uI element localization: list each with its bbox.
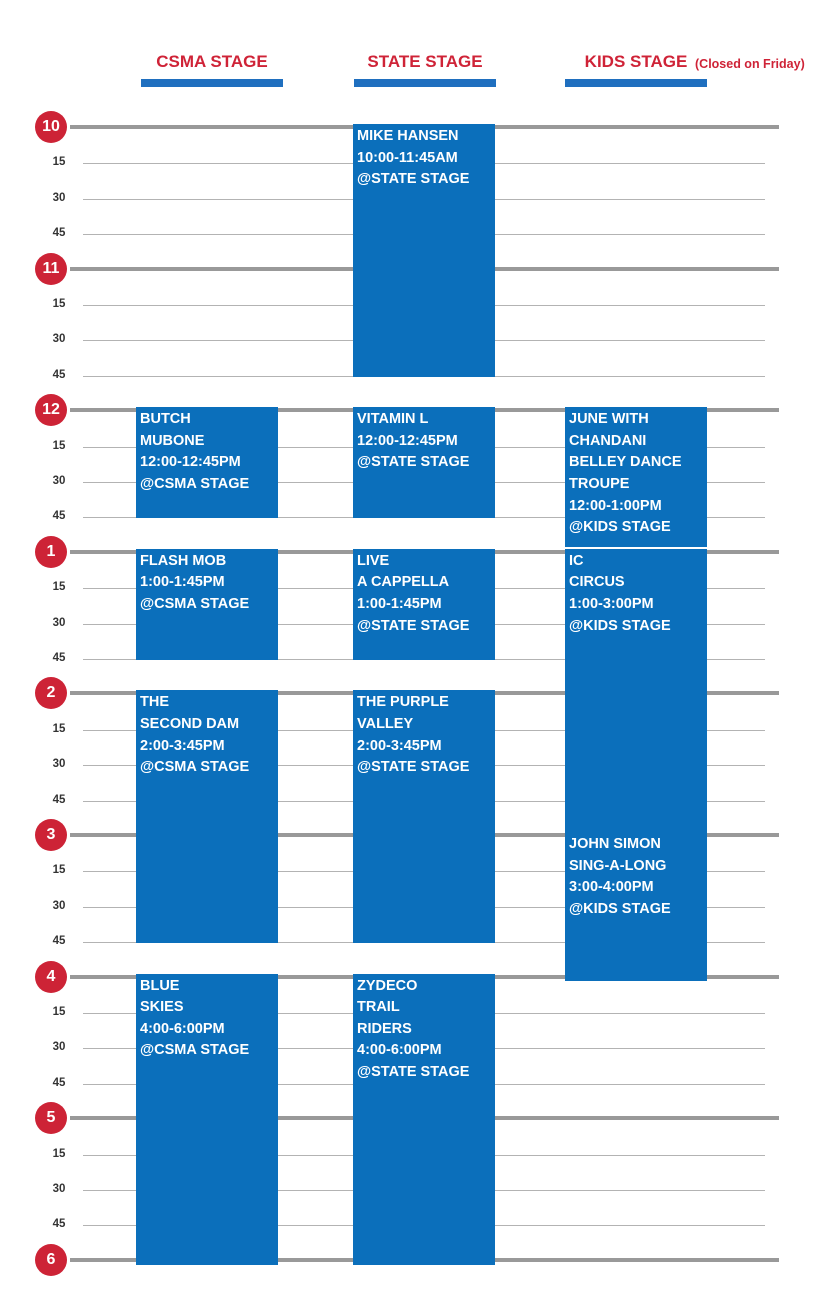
event-block-kids[interactable]	[565, 549, 707, 834]
quarter-label: 30	[52, 191, 66, 204]
event-block-csma[interactable]	[136, 549, 278, 660]
event-text-line: 1:00-1:45PM	[140, 574, 225, 591]
stage-header-csma: CSMA STAGE	[141, 52, 283, 87]
quarter-label: 15	[52, 156, 66, 169]
event-text-line: ZYDECO	[357, 977, 418, 994]
quarter-label: 15	[52, 1147, 66, 1160]
event-text-line: THE PURPLE	[357, 694, 449, 711]
event-text-line: 2:00-3:45PM	[140, 737, 225, 754]
kids-stage-note: (Closed on Friday)	[695, 57, 805, 71]
quarter-label: 30	[52, 475, 66, 487]
event-text-line: @KIDS STAGE	[569, 519, 671, 536]
quarter-label: 45	[52, 793, 66, 806]
event-text-line: CIRCUS	[569, 574, 625, 591]
quarter-label: 15	[52, 298, 66, 310]
event-text-line: 4:00-6:00PM	[140, 1020, 225, 1037]
quarter-label: 45	[52, 227, 66, 240]
event-block-csma[interactable]	[136, 690, 278, 943]
event-text-line: @STATE STAGE	[357, 1063, 470, 1080]
event-text-line: SKIES	[140, 999, 184, 1016]
quarter-label: 15	[52, 439, 66, 452]
event-text-line: 3:00-4:00PM	[569, 879, 654, 896]
event-text-line: @STATE STAGE	[357, 617, 470, 634]
hour-badge: 5	[35, 1102, 67, 1134]
event-block-kids[interactable]	[565, 832, 707, 981]
event-text-line: JOHN SIMON	[569, 836, 661, 852]
event-text-line: THE	[140, 694, 169, 711]
quarter-label: 15	[52, 722, 66, 735]
hour-badge: 3	[35, 819, 67, 851]
event-text-line: VITAMIN L	[357, 411, 429, 428]
event-block-csma[interactable]	[136, 407, 278, 518]
event-text-line: CHANDANI	[569, 432, 647, 449]
event-text-line: TRAIL	[357, 999, 400, 1016]
event-text-line: VALLEY	[357, 715, 414, 732]
quarter-label: 30	[52, 758, 66, 771]
event-text-line: MIKE HANSEN	[357, 128, 459, 144]
quarter-label: 45	[52, 368, 66, 381]
event-text-line: 1:00-1:45PM	[357, 595, 442, 612]
event-text-line: FLASH MOB	[140, 552, 227, 569]
event-text-line: 12:00-12:45PM	[357, 432, 458, 449]
event-text-line: BUTCH	[140, 411, 191, 428]
event-text-line: @CSMA STAGE	[140, 595, 250, 612]
event-block-kids[interactable]	[565, 407, 707, 547]
quarter-label: 30	[52, 899, 66, 912]
event-text-line: 1:00-3:00PM	[569, 595, 654, 612]
event-block-state[interactable]	[353, 690, 495, 943]
quarter-label: 15	[52, 1006, 66, 1018]
quarter-label: 45	[52, 935, 66, 948]
event-text-line: SING-A-LONG	[569, 857, 667, 874]
quarter-label: 45	[52, 510, 66, 523]
event-text-line: TROUPE	[569, 475, 630, 492]
event-block-csma[interactable]	[136, 974, 278, 1265]
event-block-state[interactable]	[353, 407, 495, 518]
event-text-line: 12:00-1:00PM	[569, 497, 662, 514]
quarter-label: 30	[52, 1183, 66, 1195]
stage-header-kids: KIDS STAGE	[565, 52, 707, 87]
event-block-state[interactable]	[353, 549, 495, 660]
hour-badge: 6	[35, 1244, 67, 1276]
quarter-label: 45	[52, 1076, 66, 1089]
event-text-line: 2:00-3:45PM	[357, 737, 442, 754]
quarter-label: 30	[52, 616, 66, 629]
event-text-line: IC	[569, 552, 584, 569]
quarter-label: 15	[52, 581, 66, 594]
event-text-line: SECOND DAM	[140, 715, 240, 732]
hour-badge: 10	[35, 111, 67, 143]
hour-badge: 4	[35, 961, 67, 993]
event-text-line: JUNE WITH	[569, 411, 649, 428]
quarter-label: 30	[52, 1041, 66, 1054]
event-text-line: RIDERS	[357, 1020, 412, 1037]
event-text-line: @CSMA STAGE	[140, 759, 250, 776]
event-text-line: 10:00-11:45AM	[357, 149, 458, 166]
event-text-line: LIVE	[357, 552, 390, 569]
event-text-line: @STATE STAGE	[357, 759, 470, 776]
event-text-line: MUBONE	[140, 432, 205, 449]
quarter-label: 45	[52, 652, 66, 664]
hour-badge: 12	[35, 394, 67, 426]
event-text-line: BLUE	[140, 977, 180, 994]
event-text-line: @STATE STAGE	[357, 171, 470, 188]
hour-badge: 11	[35, 253, 67, 285]
stage-header-state: STATE STAGE	[354, 52, 496, 87]
event-text-line: A CAPPELLA	[357, 574, 450, 591]
event-text-line: 4:00-6:00PM	[357, 1042, 442, 1059]
hour-badge: 2	[35, 677, 67, 709]
hour-badge: 1	[35, 536, 67, 568]
event-text-line: @CSMA STAGE	[140, 475, 250, 492]
event-text-line: @KIDS STAGE	[569, 900, 671, 917]
event-text-line: BELLEY DANCE	[569, 454, 682, 471]
quarter-label: 15	[52, 864, 66, 877]
quarter-label: 30	[52, 333, 66, 346]
event-block-state[interactable]	[353, 974, 495, 1265]
event-block-state[interactable]	[353, 124, 495, 377]
quarter-label: 45	[52, 1218, 66, 1231]
event-text-line: @KIDS STAGE	[569, 617, 671, 634]
event-text-line: 12:00-12:45PM	[140, 454, 241, 471]
event-text-line: @STATE STAGE	[357, 454, 470, 471]
event-text-line: @CSMA STAGE	[140, 1042, 250, 1059]
